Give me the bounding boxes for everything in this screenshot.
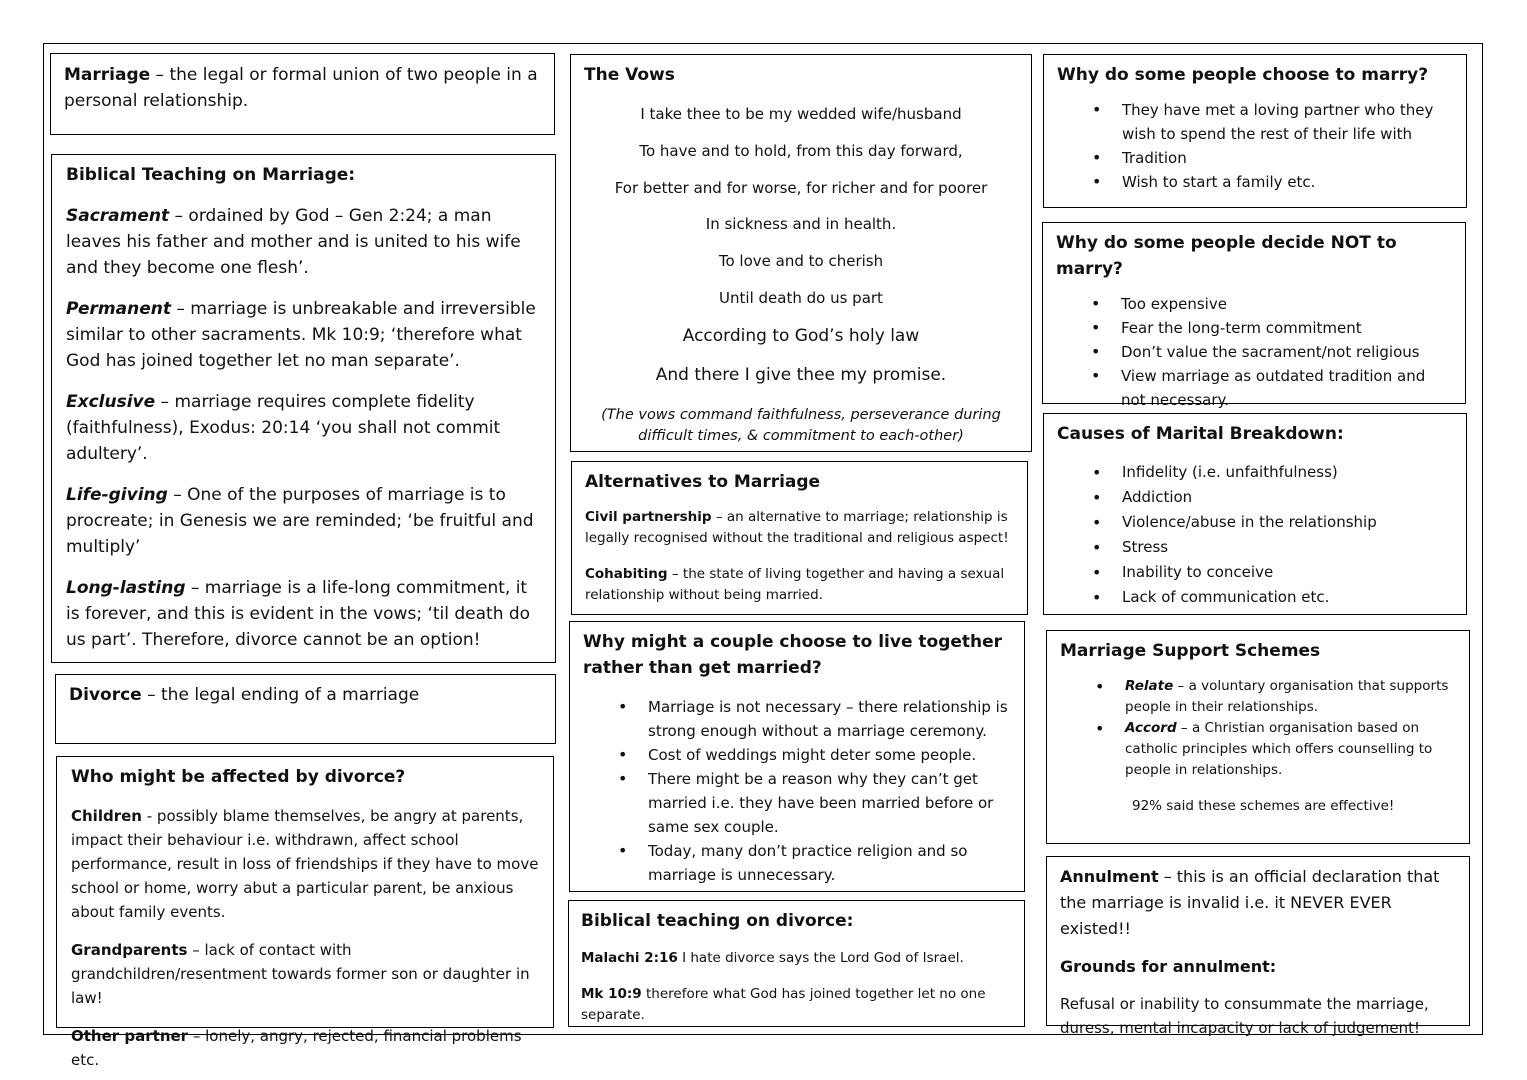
list-item: • Inability to conceive bbox=[1057, 560, 1453, 585]
list-item: • Stress bbox=[1057, 535, 1453, 560]
biblical-marriage-box bbox=[51, 154, 556, 663]
list-item: • Today, many don’t practice religion and so marriage is unnecessary. bbox=[583, 839, 1011, 887]
list-item: • There might be a reason why they can’t get married i.e. they have been married before or same sex couple. bbox=[583, 767, 1011, 839]
scripture-ref: Malachi 2:16 bbox=[581, 950, 678, 966]
teaching-term: Exclusive bbox=[66, 392, 156, 412]
divorce-definition bbox=[69, 682, 542, 708]
marriage-definition-text: – the legal or formal union of two people in a personal relationship. bbox=[64, 65, 538, 111]
support-stat: 92% said these schemes are effective! bbox=[1132, 798, 1395, 814]
scripture-text: therefore what God has joined together let no one separate. bbox=[581, 986, 986, 1023]
affected-item bbox=[71, 1024, 539, 1072]
affected-title: Who might be affected by divorce? bbox=[71, 767, 406, 787]
vow-line-large: And there I give thee my promise. bbox=[655, 364, 947, 385]
list-item: • Infidelity (i.e. unfaithfulness) bbox=[1057, 460, 1453, 485]
list-item bbox=[1060, 676, 1456, 718]
list-item: • Too expensive bbox=[1056, 292, 1452, 316]
biblical-divorce-title: Biblical teaching on divorce: bbox=[581, 911, 854, 931]
affected-item bbox=[71, 938, 539, 1010]
affected-item bbox=[71, 804, 539, 924]
list-item: • Wish to start a family etc. bbox=[1057, 170, 1453, 194]
annulment-definition bbox=[1060, 864, 1456, 942]
why-not-marry-box bbox=[1042, 222, 1466, 409]
biblical-divorce-box bbox=[568, 900, 1025, 1027]
affected-term: Other partner bbox=[71, 1027, 189, 1045]
marriage-definition bbox=[64, 62, 541, 114]
divorce-term: Divorce bbox=[69, 685, 142, 705]
vows-lines bbox=[584, 96, 1018, 447]
support-schemes-title: Marriage Support Schemes bbox=[1060, 641, 1321, 661]
teaching-text: – One of the purposes of marriage is to procreate; in Genesis we are reminded; ‘be fruitful and multiply’ bbox=[66, 485, 534, 557]
teaching-item bbox=[66, 389, 541, 467]
vows-box bbox=[570, 54, 1032, 452]
teaching-text: – marriage requires complete fidelity (faithfulness), Exodus: 20:14 ‘you shall not commit adultery’. bbox=[66, 392, 501, 464]
list-item: • Addiction bbox=[1057, 485, 1453, 510]
annulment-text: – this is an official declaration that the marriage is invalid i.e. it NEVER EVER existed!! bbox=[1060, 867, 1440, 938]
teaching-item bbox=[66, 575, 541, 653]
list-item: • Fear the long-term commitment bbox=[1056, 316, 1452, 340]
alternative-item bbox=[585, 507, 1014, 549]
divorce-definition-box bbox=[55, 674, 556, 744]
list-item bbox=[1060, 718, 1456, 781]
alternative-term: Civil partnership bbox=[585, 509, 712, 525]
list-item: • Cost of weddings might deter some people. bbox=[583, 743, 1011, 767]
live-together-title: Why might a couple choose to live together rather than get married? bbox=[583, 632, 1003, 678]
divorce-teaching-item bbox=[581, 948, 1012, 969]
teaching-item bbox=[66, 203, 541, 281]
alternative-text: – the state of living together and having a sexual relationship without being married. bbox=[585, 566, 1005, 603]
live-together-box bbox=[569, 621, 1025, 892]
vow-line-large: According to God’s holy law bbox=[682, 325, 920, 346]
why-marry-list bbox=[1057, 98, 1453, 194]
vows-title: The Vows bbox=[584, 65, 675, 85]
teaching-text: – marriage is a life-long commitment, it is forever, and this is evident in the vows; ‘til death do us part’. Therefore, divorce cannot be an option! bbox=[66, 578, 531, 650]
scheme-name: Accord bbox=[1125, 720, 1177, 736]
marriage-term: Marriage bbox=[64, 65, 151, 85]
vow-line: To have and to hold, from this day forward, bbox=[639, 141, 963, 160]
affected-by-divorce-box bbox=[56, 756, 554, 1069]
list-item: • Lack of communication etc. bbox=[1057, 585, 1453, 610]
why-marry-title: Why do some people choose to marry? bbox=[1057, 65, 1429, 85]
why-marry-box bbox=[1043, 54, 1467, 208]
list-item: • View marriage as outdated tradition and not necessary. bbox=[1056, 364, 1452, 412]
teaching-term: Long-lasting bbox=[66, 578, 186, 598]
list-item: • They have met a loving partner who they wish to spend the rest of their life with bbox=[1057, 98, 1453, 146]
vow-line: To love and to cherish bbox=[718, 252, 884, 271]
divorce-definition-text: – the legal ending of a marriage bbox=[141, 685, 420, 705]
annulment-grounds-title: Grounds for annulment: bbox=[1060, 957, 1277, 976]
teaching-term: Sacrament bbox=[66, 206, 170, 226]
teaching-text: – marriage is unbreakable and irreversible similar to other sacraments. Mk 10:9; ‘therefore what God has joined together let no man separate’. bbox=[66, 299, 536, 371]
alternative-item bbox=[585, 564, 1014, 606]
teaching-term: Life-giving bbox=[66, 485, 168, 505]
biblical-marriage-title: Biblical Teaching on Marriage: bbox=[66, 165, 356, 185]
affected-term: Grandparents bbox=[71, 941, 188, 959]
annulment-term: Annulment bbox=[1060, 867, 1159, 886]
vow-line: In sickness and in health. bbox=[705, 215, 897, 234]
list-item: • Don’t value the sacrament/not religious bbox=[1056, 340, 1452, 364]
list-item: • Violence/abuse in the relationship bbox=[1057, 510, 1453, 535]
affected-text: – lack of contact with grandchildren/resentment towards former son or daughter in law! bbox=[71, 941, 530, 1007]
marriage-definition-box bbox=[50, 53, 555, 135]
affected-term: Children bbox=[71, 807, 142, 825]
affected-text: - possibly blame themselves, be angry at parents, impact their behaviour i.e. withdrawn, affect school performance, result in loss of friendships if they have to move school or home, worry abut a particular parent, be anxious about family events. bbox=[71, 807, 539, 921]
vow-line: Until death do us part bbox=[719, 288, 883, 307]
divorce-teaching-item bbox=[581, 984, 1012, 1026]
vows-note: (The vows command faithfulness, perseverance during difficult times, & commitment to each-other) bbox=[601, 406, 1001, 444]
marital-breakdown-box bbox=[1043, 413, 1467, 615]
alternative-term: Cohabiting bbox=[585, 566, 668, 582]
teaching-term: Permanent bbox=[66, 299, 171, 319]
list-item: • Marriage is not necessary – there relationship is strong enough without a marriage ceremony. bbox=[583, 695, 1011, 743]
live-together-list bbox=[583, 695, 1011, 887]
scheme-text: – a voluntary organisation that supports people in their relationships. bbox=[1125, 678, 1449, 715]
scheme-text: – a Christian organisation based on catholic principles which offers counselling to people in relationships. bbox=[1125, 720, 1433, 778]
vow-line: For better and for worse, for richer and for poorer bbox=[614, 178, 988, 197]
why-not-marry-title: Why do some people decide NOT to marry? bbox=[1056, 233, 1397, 279]
support-schemes-box bbox=[1046, 630, 1470, 844]
marital-breakdown-list bbox=[1057, 460, 1453, 610]
annulment-box bbox=[1046, 856, 1470, 1037]
alternative-text: – an alternative to marriage; relationship is legally recognised without the traditional and religious aspect! bbox=[585, 509, 1009, 546]
teaching-text: – ordained by God – Gen 2:24; a man leaves his father and mother and is united to his wife and they become one flesh’. bbox=[66, 206, 521, 278]
scheme-name: Relate bbox=[1125, 678, 1174, 694]
marital-breakdown-title: Causes of Marital Breakdown: bbox=[1057, 424, 1344, 444]
affected-text: – lonely, angry, rejected, financial problems etc. bbox=[71, 1027, 522, 1069]
teaching-item bbox=[66, 482, 541, 560]
list-item: • Tradition bbox=[1057, 146, 1453, 170]
support-schemes-list bbox=[1060, 676, 1456, 781]
scripture-ref: Mk 10:9 bbox=[581, 986, 642, 1002]
scripture-text: I hate divorce says the Lord God of Israel. bbox=[677, 950, 964, 966]
teaching-item bbox=[66, 296, 541, 374]
vow-line: I take thee to be my wedded wife/husband bbox=[640, 105, 962, 123]
annulment-grounds-text: Refusal or inability to consummate the marriage, duress, mental incapacity or lack of judgement! bbox=[1060, 995, 1429, 1037]
alternatives-title: Alternatives to Marriage bbox=[585, 472, 821, 492]
why-not-marry-list bbox=[1056, 292, 1452, 412]
alternatives-box bbox=[571, 461, 1028, 615]
